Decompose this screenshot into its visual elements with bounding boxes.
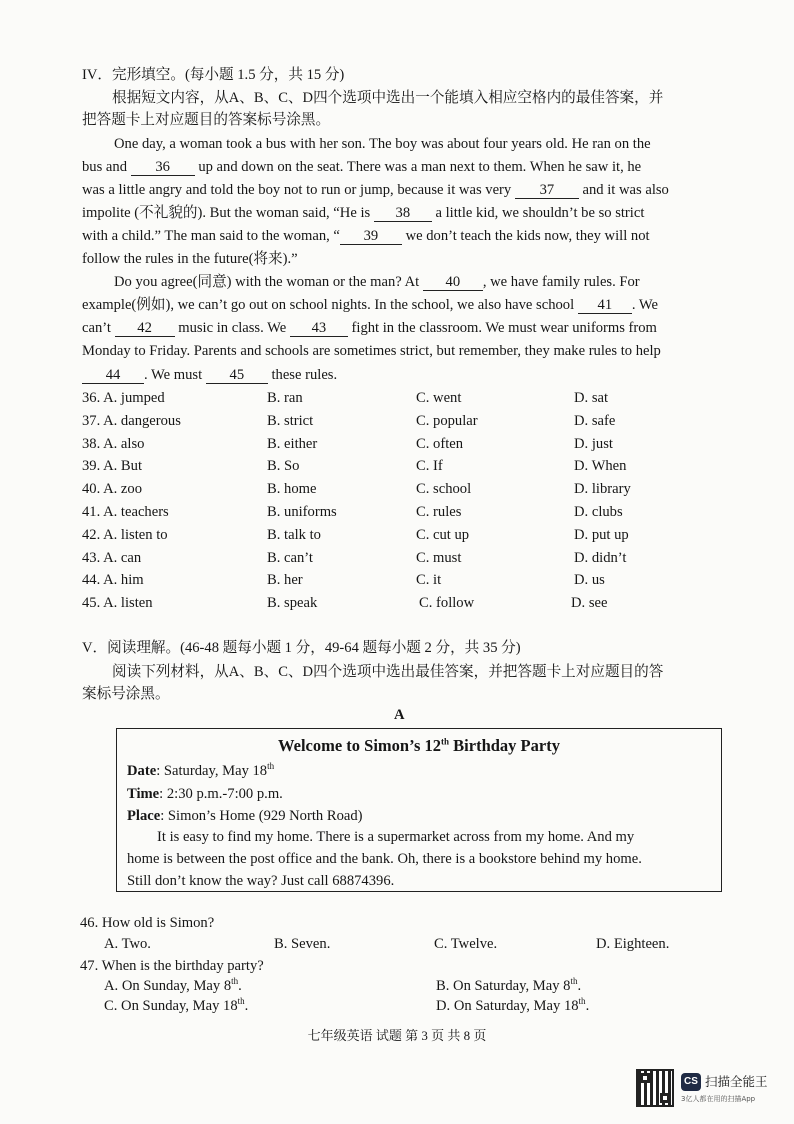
option-b: B. speak xyxy=(267,595,318,611)
section-5-instruction: 阅读下列材料，从A、B、C、D四个选项中选出最佳答案，并把答题卡上对应题目的答 xyxy=(112,664,664,680)
passage-line: Monday to Friday. Parents and schools are sometimes strict, but remember, they make rules to help xyxy=(82,343,661,359)
section-4-instruction-cont: 把答题卡上对应题目的答案标号涂黑。 xyxy=(82,112,331,128)
blank-38: 38 xyxy=(374,205,432,222)
option-b: B. talk to xyxy=(267,527,321,543)
section-5-heading: V．阅读理解。(46-48 题每小题 1 分，49-64 题每小题 2 分，共 35 分) xyxy=(82,640,521,656)
option-d: D. clubs xyxy=(574,504,623,520)
q47-option-c: C. On Sunday, May 18th. xyxy=(104,996,249,1014)
section-4-instruction: 根据短文内容，从A、B、C、D四个选项中选出一个能填入相应空格内的最佳答案，并 xyxy=(112,90,664,106)
option-c: C. cut up xyxy=(416,527,470,543)
option-c: C. follow xyxy=(419,595,475,611)
passage-text: bus and xyxy=(82,159,127,175)
notice-date: Date: Saturday, May 18th xyxy=(127,761,275,779)
q46-option-c: C. Twelve. xyxy=(434,936,498,952)
section-5-instruction-cont: 案标号涂黑。 xyxy=(82,686,170,702)
passage-text: . We must xyxy=(144,367,203,383)
option-d: D. safe xyxy=(574,413,616,429)
option-a: 45. A. listen xyxy=(82,595,153,611)
passage-line xyxy=(82,180,669,200)
passage-text: example(例如), we can’t go out on school nights. In the school, we also have school xyxy=(82,297,575,313)
passage-text: Do you agree(同意) with the woman or the man? At xyxy=(114,274,420,290)
part-label: A xyxy=(394,707,405,723)
page-footer: 七年级英语 试题 第 3 页 共 8 页 xyxy=(307,1028,487,1043)
blank-36: 36 xyxy=(131,159,195,176)
notice-body: It is easy to find my home. There is a supermarket across from my home. And my xyxy=(157,829,635,845)
passage-text: up and down on the seat. There was a man next to them. When he saw it, he xyxy=(198,159,642,175)
option-c: C. If xyxy=(416,458,443,474)
scanner-app-name: 扫描全能王 xyxy=(705,1074,768,1089)
option-a: 42. A. listen to xyxy=(82,527,168,543)
blank-37: 37 xyxy=(515,182,579,199)
blank-45: 45 xyxy=(206,367,268,384)
passage-line xyxy=(82,157,641,177)
camscanner-logo-icon: CS xyxy=(681,1073,701,1091)
passage-line xyxy=(114,272,640,292)
option-c: C. must xyxy=(416,550,462,566)
option-a: 44. A. him xyxy=(82,572,144,588)
blank-44: 44 xyxy=(82,367,144,384)
option-c: C. it xyxy=(416,572,442,588)
notice-title: Welcome to Simon’s 12th Birthday Party xyxy=(278,736,560,755)
passage-line xyxy=(82,318,657,338)
passage-text: , we have family rules. For xyxy=(482,274,640,290)
option-c: C. rules xyxy=(416,504,462,520)
option-d: D. sat xyxy=(574,390,609,406)
notice-body: Still don’t know the way? Just call 68874396. xyxy=(127,873,395,889)
option-d: D. us xyxy=(574,572,605,588)
option-b: B. So xyxy=(267,458,300,474)
option-d: D. didn’t xyxy=(574,550,627,566)
option-b: B. uniforms xyxy=(267,504,337,520)
passage-line xyxy=(82,203,644,223)
passage-text: impolite (不礼貌的). But the woman said, “He is xyxy=(82,205,371,221)
question-46-stem: 46. How old is Simon? xyxy=(80,915,215,931)
option-a: 37. A. dangerous xyxy=(82,413,181,429)
passage-line xyxy=(82,295,658,315)
passage-text: we don’t teach the kids now, they will not xyxy=(405,228,650,244)
option-c: C. went xyxy=(416,390,462,406)
option-c: C. popular xyxy=(416,413,478,429)
question-47-stem: 47. When is the birthday party? xyxy=(80,958,264,974)
blank-40: 40 xyxy=(423,274,483,291)
option-a: 43. A. can xyxy=(82,550,142,566)
option-d: D. library xyxy=(574,481,631,497)
option-b: B. home xyxy=(267,481,317,497)
q46-option-a: A. Two. xyxy=(104,936,151,952)
option-a: 40. A. zoo xyxy=(82,481,143,497)
passage-line: follow the rules in the future(将来).” xyxy=(82,251,298,267)
option-d: D. When xyxy=(574,458,627,474)
passage-text: . We xyxy=(631,297,658,313)
option-a: 36. A. jumped xyxy=(82,390,165,406)
passage-text: fight in the classroom. We must wear uniforms from xyxy=(351,320,657,336)
option-a: 38. A. also xyxy=(82,436,145,452)
q47-option-b: B. On Saturday, May 8th. xyxy=(436,976,582,994)
option-b: B. ran xyxy=(267,390,303,406)
passage-text: these rules. xyxy=(271,367,338,383)
passage-line xyxy=(82,365,337,385)
passage-text: music in class. We xyxy=(178,320,287,336)
option-a: 41. A. teachers xyxy=(82,504,169,520)
option-b: B. can’t xyxy=(267,550,313,566)
section-4-heading: IV．完形填空。(每小题 1.5 分，共 15 分) xyxy=(82,67,345,83)
passage-text: and it was also xyxy=(582,182,669,198)
blank-42: 42 xyxy=(115,320,175,337)
option-d: D. put up xyxy=(574,527,629,543)
option-d: D. see xyxy=(571,595,608,611)
option-d: D. just xyxy=(574,436,613,452)
blank-43: 43 xyxy=(290,320,348,337)
passage-text: with a child.” The man said to the woman, “ xyxy=(82,228,340,244)
passage-text: was a little angry and told the boy not to run or jump, because it was very xyxy=(82,182,512,198)
passage-text: can’t xyxy=(82,320,111,336)
blank-39: 39 xyxy=(340,228,402,245)
option-a: 39. A. But xyxy=(82,458,143,474)
passage-line: One day, a woman took a bus with her son. The boy was about four years old. He ran on the xyxy=(114,136,651,152)
option-b: B. either xyxy=(267,436,318,452)
notice-body: home is between the post office and the bank. Oh, there is a bookstore behind my home. xyxy=(127,851,642,867)
q47-option-d: D. On Saturday, May 18th. xyxy=(436,996,590,1014)
q47-option-a: A. On Sunday, May 8th. xyxy=(104,976,242,994)
passage-line xyxy=(82,226,650,246)
birthday-notice xyxy=(116,728,722,892)
notice-place: Place: Simon’s Home (929 North Road) xyxy=(127,808,363,824)
option-c: C. often xyxy=(416,436,464,452)
option-b: B. strict xyxy=(267,413,314,429)
option-c: C. school xyxy=(416,481,472,497)
q46-option-b: B. Seven. xyxy=(274,936,331,952)
scanner-tagline: 3亿人都在用的扫描App xyxy=(681,1095,756,1103)
q46-option-d: D. Eighteen. xyxy=(596,936,670,952)
qr-code-icon xyxy=(636,1069,674,1107)
blank-41: 41 xyxy=(578,297,632,314)
passage-text: a little kid, we shouldn’t be so strict xyxy=(435,205,645,221)
notice-time: Time: 2:30 p.m.-7:00 p.m. xyxy=(127,786,283,802)
option-b: B. her xyxy=(267,572,303,588)
